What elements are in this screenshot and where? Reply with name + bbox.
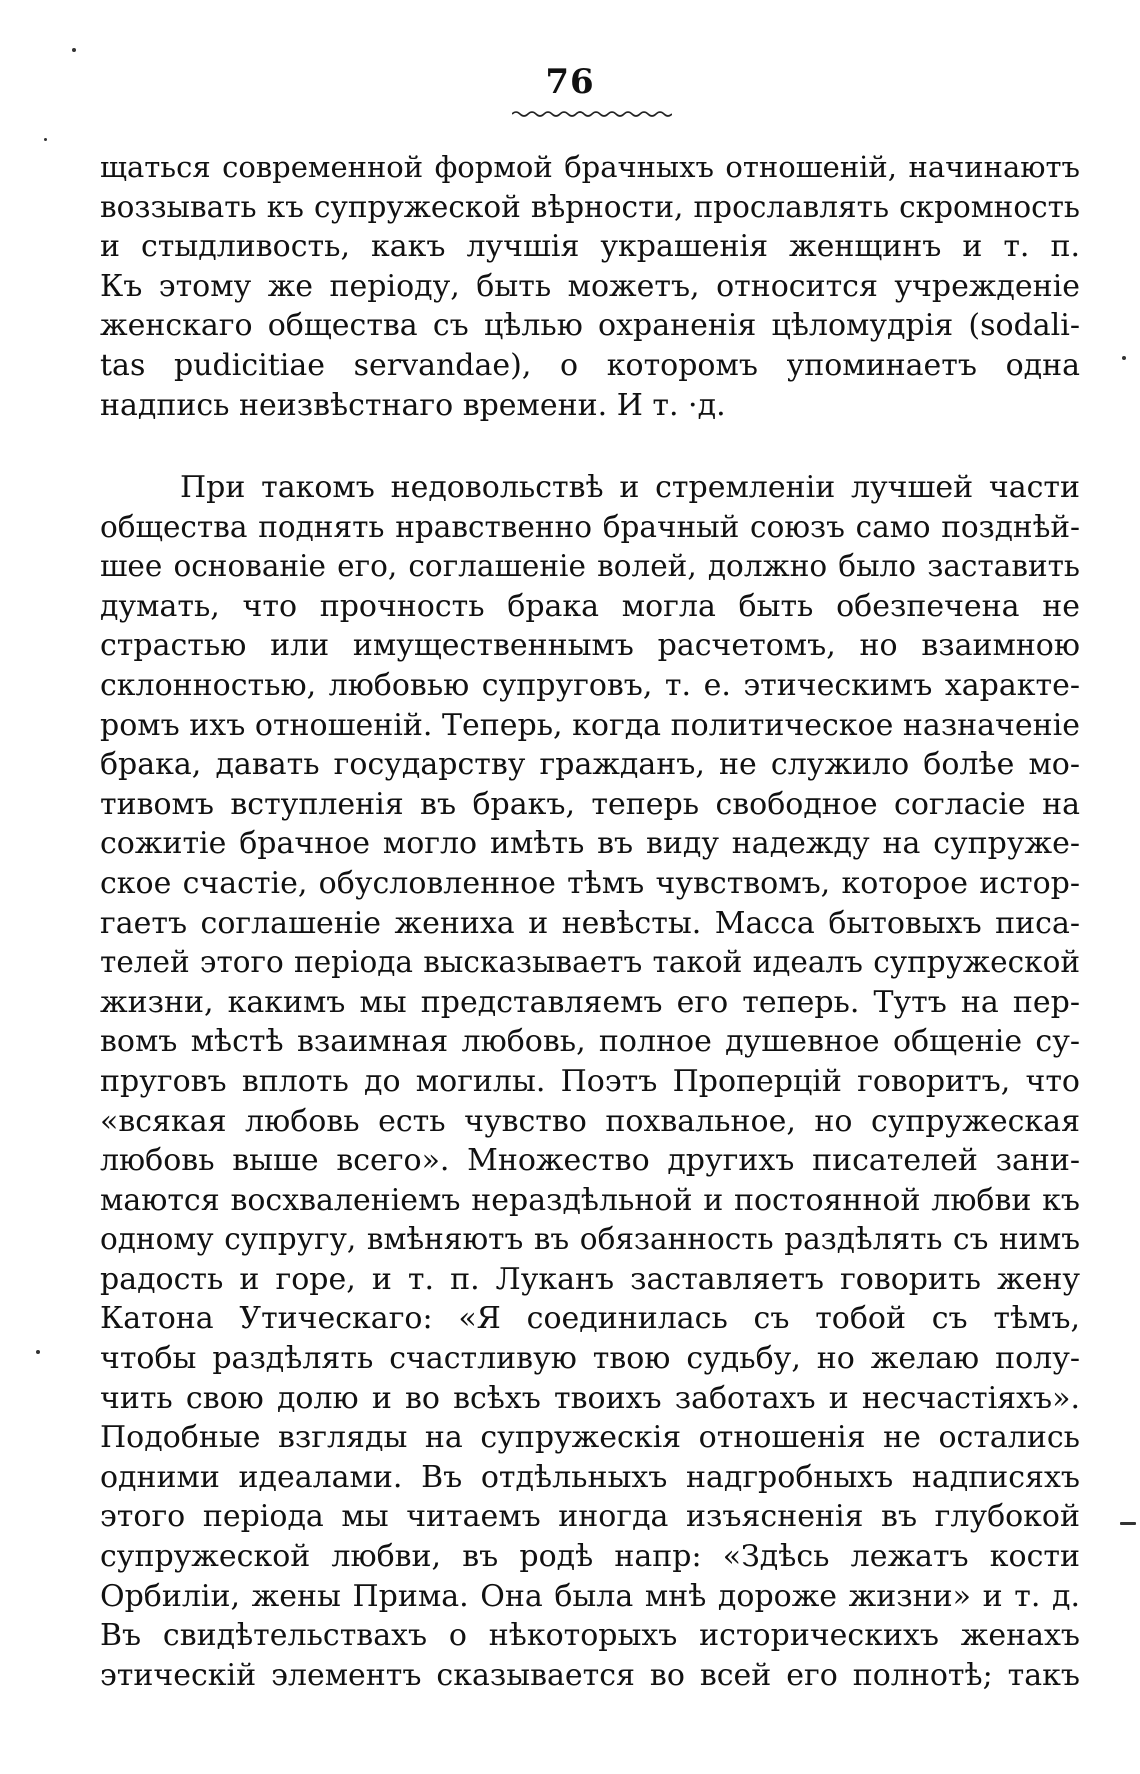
text-line: воззывать къ супружеской вѣрности, прославлять скромность: [100, 189, 1080, 224]
wavy-rule-ornament: [512, 108, 672, 120]
text-line: Катона Утическаго: «Я соединилась съ тобой съ тѣмъ,: [100, 1301, 1080, 1337]
text-line: склонностью, любовью супруговъ, т. е. этическимъ характе-: [100, 667, 1080, 703]
text-line: телей этого періода высказываетъ такой идеалъ супружеской: [100, 945, 1080, 980]
text-line: Орбиліи, жены Прима. Она была мнѣ дороже жизни» и т. д.: [100, 1578, 1080, 1614]
scan-speck: [1122, 356, 1126, 360]
text-line: сожитіе брачное могло имѣть въ виду надежду на супруже-: [100, 826, 1080, 862]
text-line: чтобы раздѣлять счастливую твою судьбу, но желаю полу-: [100, 1341, 1080, 1377]
text-line: чить свою долю и во всѣхъ твоихъ заботахъ и несчастіяхъ».: [100, 1380, 1080, 1416]
text-line: гаетъ соглашеніе жениха и невѣсты. Масса бытовыхъ писа-: [100, 905, 1080, 941]
text-line: шее основаніе его, соглашеніе волей, должно было заставить: [100, 549, 1080, 584]
text-line: маются восхваленіемъ нераздѣльной и постоянной любви къ: [100, 1182, 1080, 1218]
text-line: Къ этому же періоду, быть можетъ, относится учрежденіе: [100, 268, 1080, 304]
text-line: этическій элементъ сказывается во всей его полнотѣ; такъ: [100, 1657, 1080, 1693]
text-line: женскаго общества съ цѣлью охраненія цѣломудрія (sodali-: [100, 308, 1080, 344]
text-line: При такомъ недовольствѣ и стремленіи лучшей части: [180, 470, 1080, 505]
text-line: вомъ мѣстѣ взаимная любовь, полное душевное общеніе су-: [100, 1024, 1080, 1060]
scan-speck: [44, 138, 47, 141]
text-line: ское счастіе, обусловленное тѣмъ чувствомъ, которое истор-: [100, 865, 1080, 901]
text-line: думать, что прочность брака могла быть обезпечена не: [100, 588, 1080, 624]
scan-speck: [36, 1350, 40, 1354]
text-line: тивомъ вступленія въ бракъ, теперь свободное согласіе на: [100, 786, 1080, 822]
text-line: Подобные взгляды на супружескія отношенія не остались: [100, 1420, 1080, 1456]
text-line: и стыдливость, какъ лучшія украшенія женщинъ и т. п.: [100, 229, 1080, 265]
page-number: 76: [545, 62, 595, 102]
text-line: одному супругу, вмѣняютъ въ обязанность раздѣлять съ нимъ: [100, 1222, 1080, 1257]
text-line: радость и горе, и т. п. Луканъ заставляетъ говорить жену: [100, 1261, 1080, 1297]
text-line: пруговъ вплоть до могилы. Поэтъ Проперцій говоритъ, что: [100, 1063, 1080, 1099]
text-line: ромъ ихъ отношеній. Теперь, когда политическое назначеніе: [100, 707, 1080, 743]
text-line: супружеской любви, въ родѣ напр: «Здѣсь лежатъ кости: [100, 1539, 1080, 1575]
paragraph-2: [100, 468, 1080, 1695]
text-line: общества поднять нравственно брачный союзъ само позднѣй-: [100, 509, 1080, 544]
text-line: любовь выше всего». Множество другихъ писателей зани-: [100, 1143, 1080, 1179]
text-line: жизни, какимъ мы представляемъ его теперь. Тутъ на пер-: [100, 984, 1080, 1020]
text-line: надпись неизвѣстнаго времени. И т. ·д.: [100, 387, 726, 423]
scan-speck: [72, 48, 76, 52]
text-line: одними идеалами. Въ отдѣльныхъ надгробныхъ надписяхъ: [100, 1459, 1080, 1495]
text-line: этого періода мы читаемъ иногда изъясненія въ глубокой: [100, 1499, 1080, 1535]
text-line: страстью или имущественнымъ расчетомъ, но взаимною: [100, 628, 1080, 664]
scan-speck: [1120, 1522, 1136, 1525]
text-line: щаться современной формой брачныхъ отношеній, начинаютъ: [100, 150, 1080, 184]
paragraph-1: [100, 148, 1080, 425]
text-line: tas pudicitiae servandae), о которомъ упоминаетъ одна: [100, 347, 1080, 383]
text-line: брака, давать государству гражданъ, не служило болѣе мо-: [100, 747, 1080, 783]
text-line: Въ свидѣтельствахъ о нѣкоторыхъ историческихъ женахъ: [100, 1618, 1080, 1654]
text-line: «всякая любовь есть чувство похвальное, но супружеская: [100, 1103, 1080, 1139]
